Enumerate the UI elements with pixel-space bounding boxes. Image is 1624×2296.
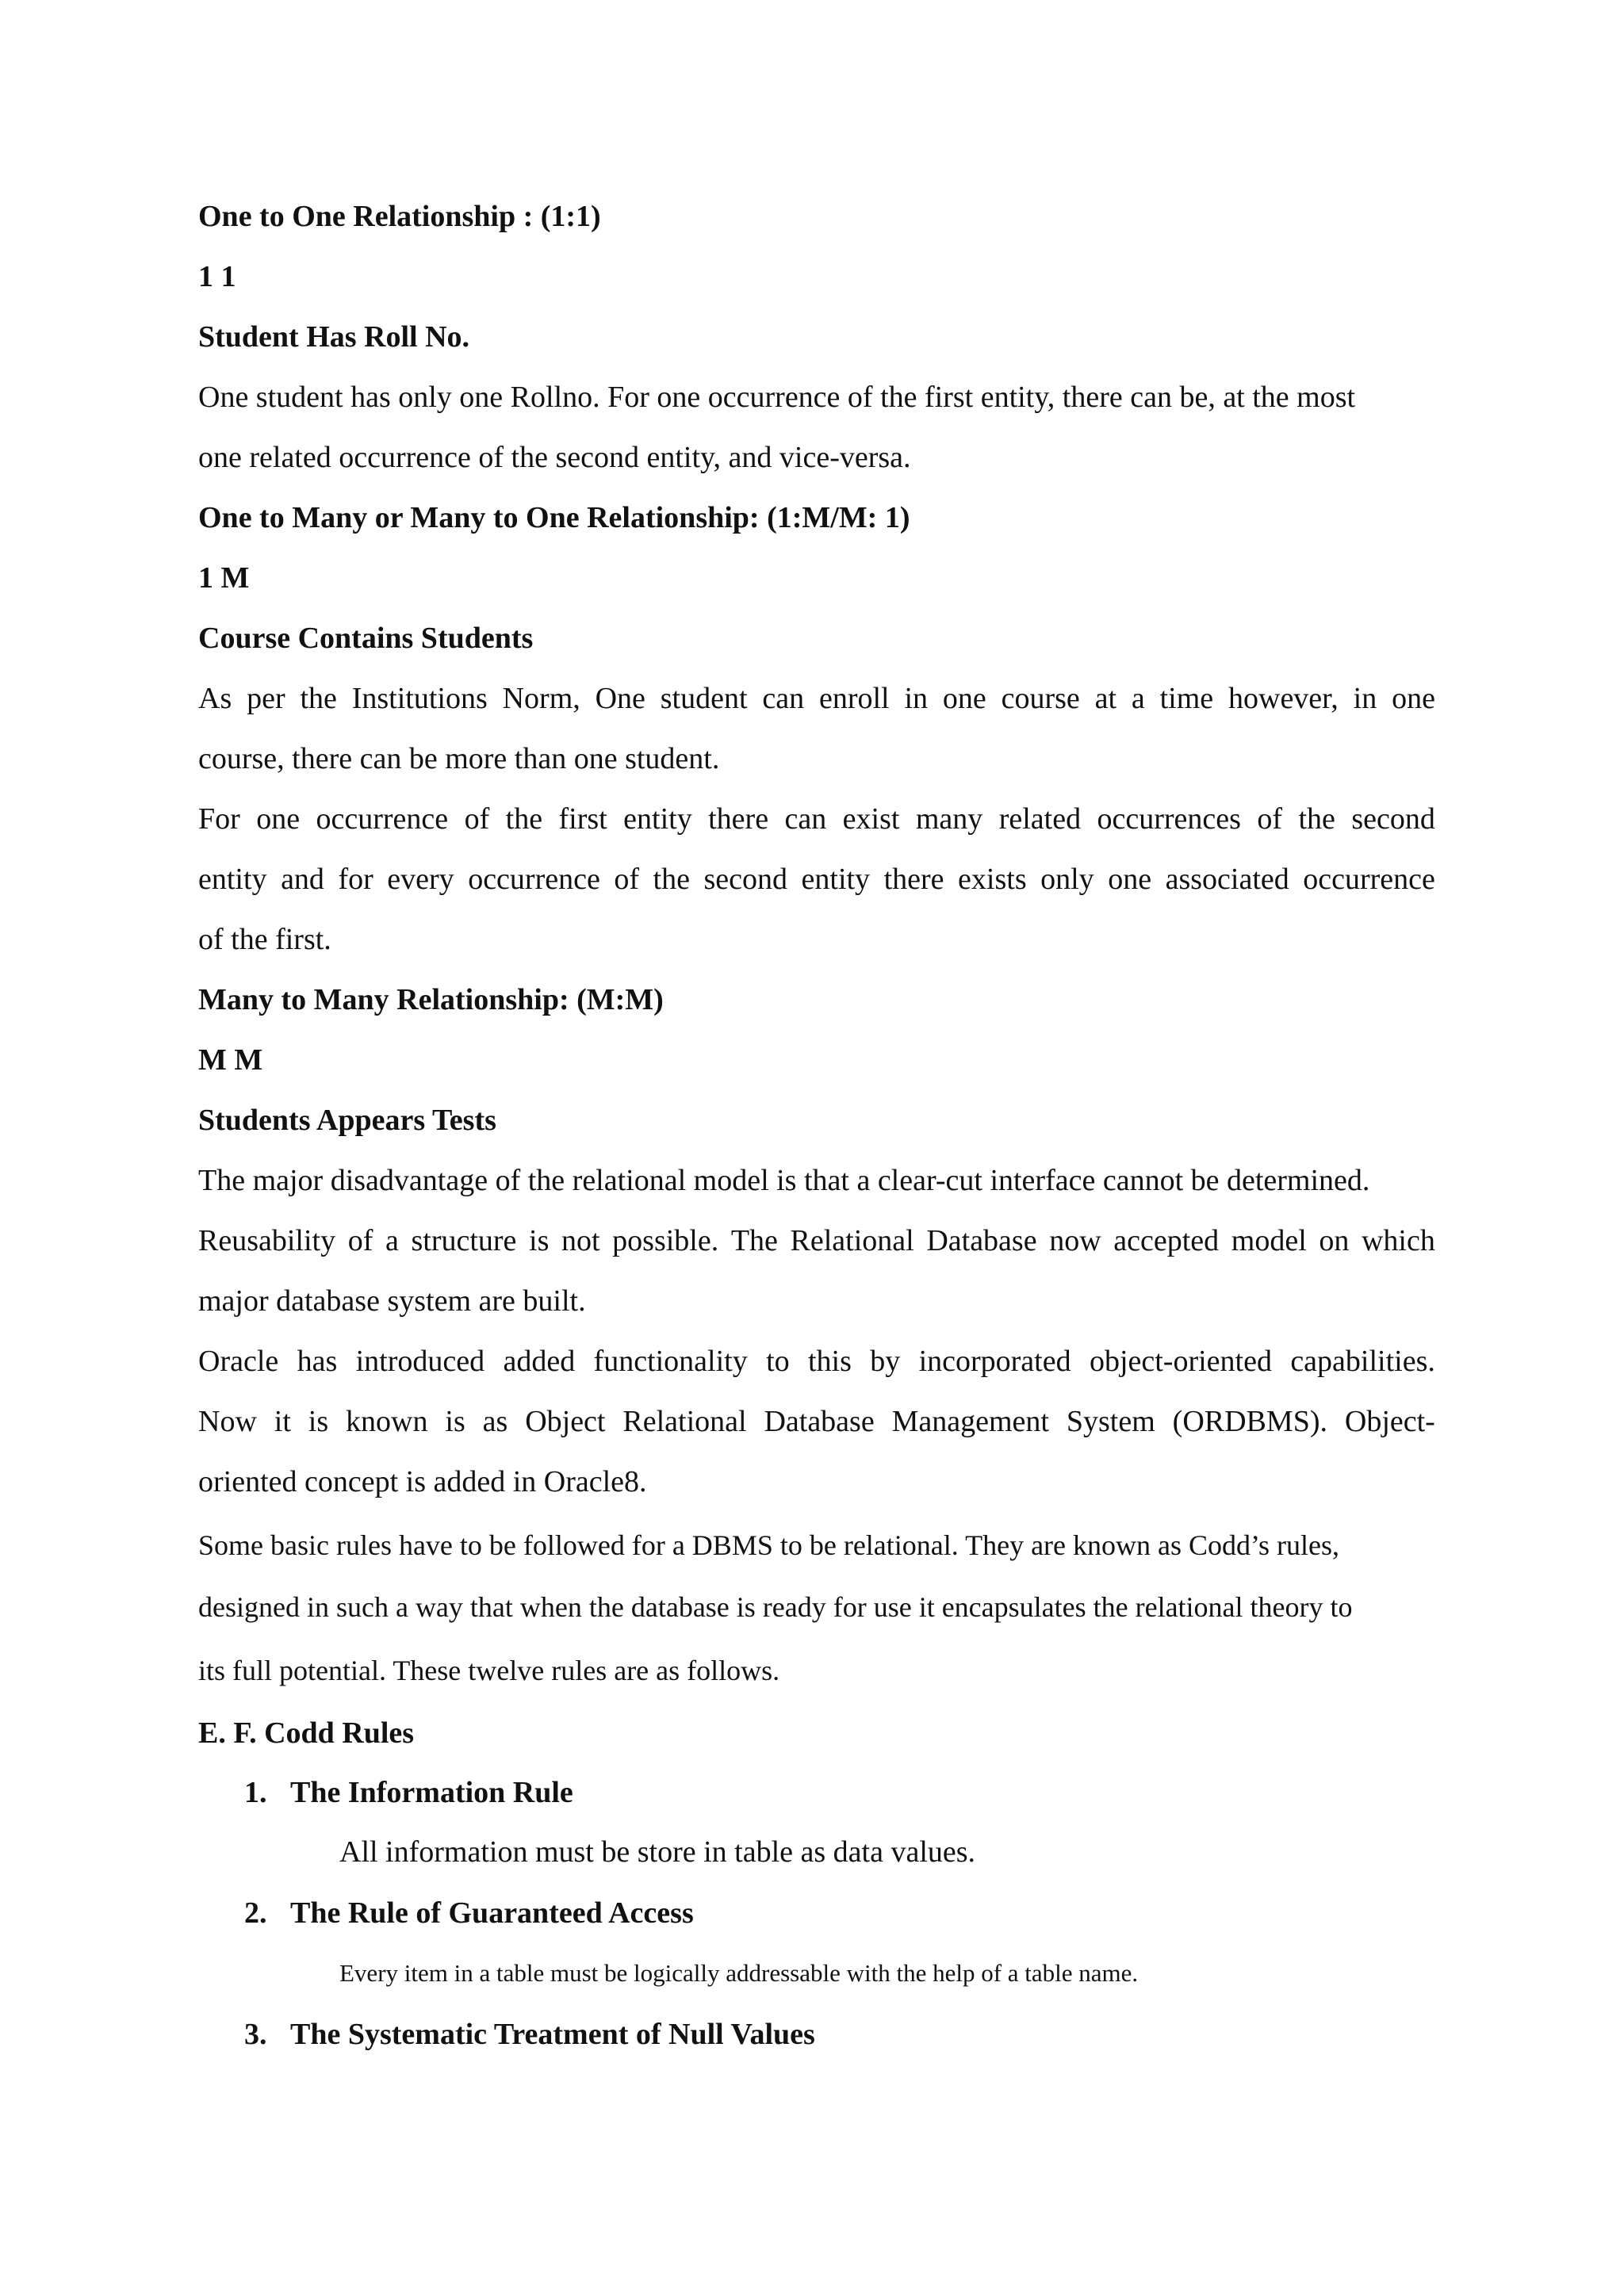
justified-word: to (766, 1345, 790, 1378)
justified-word: of (347, 1224, 373, 1257)
justified-word: which (1361, 1224, 1435, 1257)
justified-word: every (387, 863, 454, 896)
paragraph-line: designed in such a way that when the database is ready for use it encapsulates the relational theory to (198, 1591, 1353, 1623)
justified-word: in (1353, 682, 1377, 715)
justified-word: Oracle (198, 1345, 279, 1378)
justified-word: on (1319, 1224, 1350, 1257)
justified-word: incorporated (918, 1345, 1071, 1378)
justified-word: exists (958, 863, 1027, 896)
rule-2-title (244, 1895, 694, 1931)
justified-word: exist (842, 802, 900, 836)
justified-word: functionality (593, 1345, 748, 1378)
justified-word: Norm, (502, 682, 580, 715)
paragraph-line (198, 1403, 1435, 1440)
justified-word: there (708, 802, 769, 836)
justified-word: object-oriented (1089, 1345, 1272, 1378)
justified-word: of (614, 863, 639, 896)
justified-word: Reusability (198, 1224, 336, 1257)
justified-word: there (883, 863, 944, 896)
cardinality-label: 1 1 (198, 260, 236, 293)
justified-word: associated (1165, 863, 1289, 896)
justified-word: in (904, 682, 929, 715)
paragraph-line: its full potential. These twelve rules are as follows. (198, 1655, 780, 1686)
justified-word: occurrence (468, 863, 600, 896)
rule-1-title (244, 1774, 573, 1811)
justified-word: accepted (1113, 1224, 1220, 1257)
justified-word: entity (623, 802, 692, 836)
rule-number: 1. (244, 1776, 267, 1809)
justified-word: course (1001, 682, 1080, 715)
justified-word: student (660, 682, 748, 715)
justified-word: enroll (818, 682, 890, 715)
paragraph-line (198, 801, 1435, 837)
justified-word: of (464, 802, 490, 836)
paragraph-line: major database system are built. (198, 1284, 586, 1318)
paragraph-line (198, 1223, 1435, 1259)
justified-word: the (300, 682, 337, 715)
justified-word: not (561, 1224, 600, 1257)
justified-word: it (274, 1405, 291, 1438)
justified-word: entity (801, 863, 871, 896)
justified-word: Database (926, 1224, 1037, 1257)
justified-word: related (998, 802, 1082, 836)
rule-title: The Systematic Treatment of Null Values (290, 2018, 815, 2051)
justified-word: introduced (355, 1345, 485, 1378)
justified-word: now (1049, 1224, 1101, 1257)
justified-word: added (503, 1345, 576, 1378)
justified-word: model (1231, 1224, 1307, 1257)
heading-many-to-many: Many to Many Relationship: (M:M) (198, 983, 664, 1016)
justified-word: For (198, 802, 240, 836)
justified-word: possible. (612, 1224, 719, 1257)
justified-word: (ORDBMS). (1172, 1405, 1327, 1438)
justified-word: has (297, 1345, 338, 1378)
rule-number: 2. (244, 1896, 267, 1930)
justified-word: Now (198, 1405, 257, 1438)
rule-title: The Rule of Guaranteed Access (290, 1896, 694, 1930)
justified-word: at (1094, 682, 1117, 715)
relationship-example: Students Appears Tests (198, 1104, 496, 1137)
paragraph-line (198, 680, 1435, 717)
justified-word: second (1351, 802, 1435, 836)
justified-word: Management (891, 1405, 1049, 1438)
heading-one-to-one: One to One Relationship : (1:1) (198, 200, 601, 233)
justified-word: entity (198, 863, 267, 896)
justified-word: is (529, 1224, 550, 1257)
justified-word: first (558, 802, 607, 836)
justified-word: Object- (1344, 1405, 1435, 1438)
justified-word: The (730, 1224, 778, 1257)
justified-word: the (1298, 802, 1335, 836)
relationship-example: Student Has Roll No. (198, 320, 470, 354)
justified-word: per (247, 682, 285, 715)
justified-word: Institutions (351, 682, 488, 715)
justified-word: by (870, 1345, 901, 1378)
paragraph-line: oriented concept is added in Oracle8. (198, 1465, 647, 1498)
justified-word: occurrences (1097, 802, 1241, 836)
justified-word: many (915, 802, 983, 836)
heading-codd-rules: E. F. Codd Rules (198, 1716, 415, 1750)
rule-title: The Information Rule (290, 1776, 573, 1809)
rule-2-description: Every item in a table must be logically addressable with the help of a table name. (339, 1959, 1139, 1987)
justified-word: System (1066, 1405, 1155, 1438)
cardinality-label: 1 M (198, 561, 250, 595)
justified-word: only (1040, 863, 1094, 896)
relationship-example: Course Contains Students (198, 622, 534, 655)
justified-word: Object (525, 1405, 606, 1438)
rule-number: 3. (244, 2018, 267, 2051)
paragraph-line: Some basic rules have to be followed for a DBMS to be relational. They are known as Codd’s rules, (198, 1529, 1340, 1561)
justified-word: a (385, 1224, 399, 1257)
rule-3-title (244, 2016, 815, 2053)
justified-word: is (308, 1405, 329, 1438)
justified-word: occurrence (1303, 863, 1435, 896)
justified-word: and (281, 863, 324, 896)
justified-word: one (942, 682, 986, 715)
justified-word: occurrence (316, 802, 449, 836)
justified-word: this (807, 1345, 852, 1378)
cardinality-label: M M (198, 1043, 263, 1077)
justified-word: One (595, 682, 645, 715)
justified-word: As (198, 682, 232, 715)
justified-word: for (338, 863, 373, 896)
justified-word: is (445, 1405, 465, 1438)
justified-word: one (256, 802, 301, 836)
justified-word: the (505, 802, 543, 836)
justified-word: can (762, 682, 805, 715)
justified-word: one (1392, 682, 1435, 715)
justified-word: as (482, 1405, 508, 1438)
paragraph-line: The major disadvantage of the relational model is that a clear-cut interface cannot be determined. (198, 1164, 1370, 1197)
justified-word: capabilities. (1290, 1345, 1435, 1378)
paragraph-line: course, there can be more than one student. (198, 742, 720, 775)
paragraph-line (198, 861, 1435, 897)
justified-word: time (1159, 682, 1214, 715)
justified-word: second (703, 863, 787, 896)
rule-1-description: All information must be store in table as data values. (339, 1835, 976, 1869)
justified-word: however, (1228, 682, 1339, 715)
justified-word: structure (411, 1224, 517, 1257)
justified-word: Relational (790, 1224, 914, 1257)
justified-word: can (784, 802, 827, 836)
justified-word: Relational (622, 1405, 747, 1438)
justified-word: known (346, 1405, 428, 1438)
justified-word: of (1257, 802, 1283, 836)
heading-one-to-many: One to Many or Many to One Relationship: (1:M/M: 1) (198, 501, 910, 534)
justified-word: Database (764, 1405, 875, 1438)
paragraph-line: one related occurrence of the second entity, and vice-versa. (198, 441, 911, 474)
justified-word: the (653, 863, 690, 896)
justified-word: a (1131, 682, 1145, 715)
paragraph-line: of the first. (198, 923, 331, 956)
paragraph-line: One student has only one Rollno. For one occurrence of the first entity, there can be, at the most (198, 381, 1356, 414)
paragraph-line (198, 1343, 1435, 1380)
justified-word: one (1108, 863, 1152, 896)
